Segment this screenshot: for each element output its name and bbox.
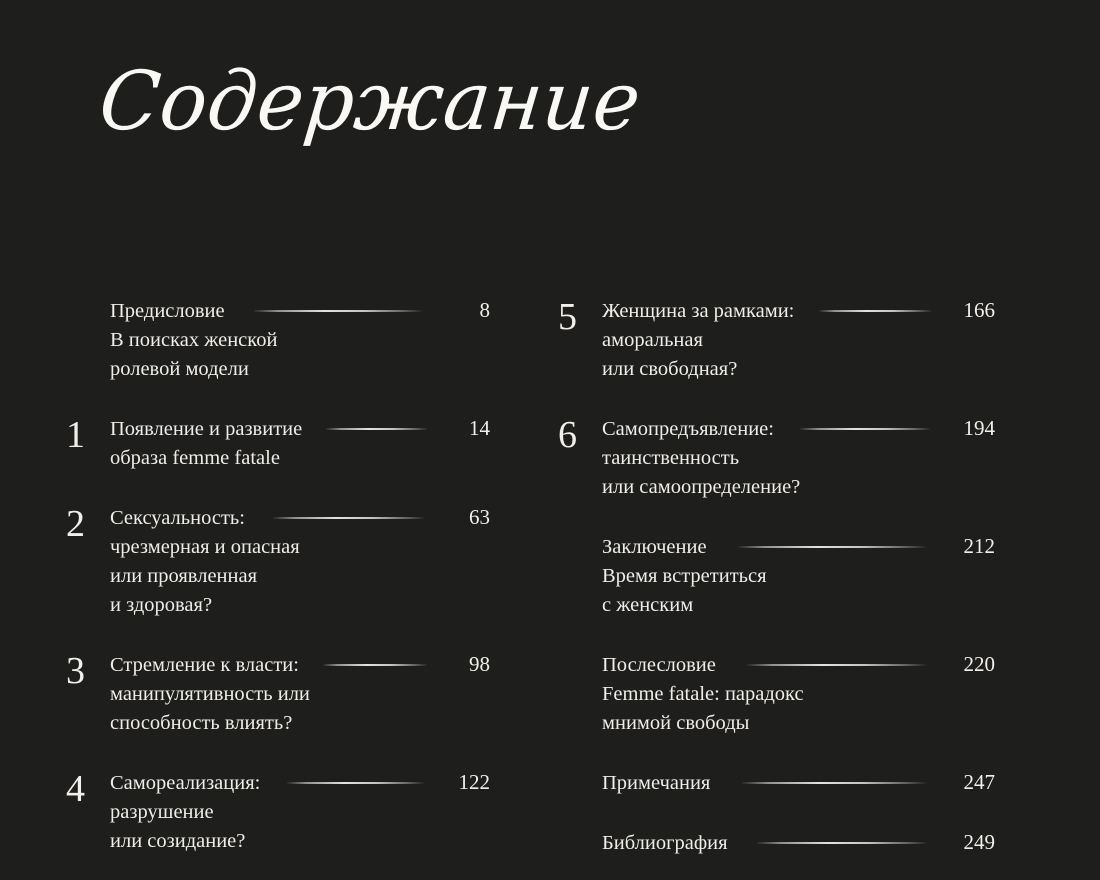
toc-entry[interactable] xyxy=(66,768,490,856)
leader-rule xyxy=(721,546,939,547)
chapter-number: 5 xyxy=(558,296,577,338)
toc-entry[interactable] xyxy=(66,503,490,620)
page-number: 220 xyxy=(963,652,995,676)
entry-title: Послесловие xyxy=(602,654,716,676)
leader-rule xyxy=(239,310,434,311)
page-number: 63 xyxy=(469,505,490,529)
entry-body xyxy=(110,296,490,384)
toc-entry[interactable] xyxy=(558,414,995,502)
entry-line: разрушение xyxy=(110,801,214,823)
entry-line: мнимой свободы xyxy=(602,712,750,734)
entry-body xyxy=(110,768,490,856)
entry-line: или свободная? xyxy=(602,358,738,380)
leader-rule xyxy=(742,842,939,843)
entry-title: Самореализация: xyxy=(110,772,261,794)
entry-subtitle-lines xyxy=(602,562,995,620)
toc-entry[interactable] xyxy=(558,296,995,384)
entry-line: В поисках женской xyxy=(110,329,278,351)
leader-rule xyxy=(259,517,434,518)
entry-first-line xyxy=(110,650,490,680)
toc-entry[interactable] xyxy=(558,768,995,798)
chapter-number: 6 xyxy=(558,414,577,456)
italic-term: femme fatale xyxy=(172,447,280,469)
toc-entry[interactable] xyxy=(66,296,490,384)
entry-title: Сексуальность: xyxy=(110,507,245,529)
toc-column-right xyxy=(558,296,995,858)
leader-rule xyxy=(788,428,939,429)
entry-subtitle-lines xyxy=(602,444,995,502)
page-number: 247 xyxy=(963,770,995,794)
entry-title: Заключение xyxy=(602,536,707,558)
entry-line: ролевой модели xyxy=(110,358,249,380)
entry-body xyxy=(110,650,490,738)
entry-subtitle-lines xyxy=(110,680,490,738)
entry-line: манипулятивность или xyxy=(110,683,310,705)
toc-entry[interactable] xyxy=(558,650,995,738)
entry-first-line xyxy=(602,828,995,858)
chapter-number: 2 xyxy=(66,503,85,545)
page-title: Содержание xyxy=(95,55,646,149)
entry-title: Появление и развитие xyxy=(110,418,303,440)
entry-line: Femme fatale: парадокс xyxy=(602,683,804,705)
entry-body xyxy=(602,650,995,738)
entry-subtitle-lines xyxy=(602,326,995,384)
entry-body xyxy=(602,828,995,858)
page-number: 194 xyxy=(963,416,995,440)
chapter-number: 1 xyxy=(66,414,85,456)
page-number: 212 xyxy=(963,534,995,558)
entry-line: или созидание? xyxy=(110,830,246,852)
entry-first-line xyxy=(110,296,490,326)
entry-body xyxy=(602,414,995,502)
entry-body xyxy=(110,414,490,473)
page-number: 122 xyxy=(458,770,490,794)
entry-first-line xyxy=(110,768,490,798)
entry-first-line xyxy=(602,650,995,680)
toc-entry[interactable] xyxy=(66,650,490,738)
entry-subtitle-lines xyxy=(110,444,490,473)
entry-line: чрезмерная и опасная xyxy=(110,536,300,558)
toc-entry[interactable] xyxy=(558,532,995,620)
entry-first-line xyxy=(602,768,995,798)
toc-column-left xyxy=(66,296,490,856)
table-of-contents xyxy=(0,296,1100,858)
entry-line: или самоопределение? xyxy=(602,476,801,498)
entry-title: Самопредъявление: xyxy=(602,418,774,440)
toc-entry[interactable] xyxy=(66,414,490,473)
entry-first-line xyxy=(602,296,995,326)
toc-entry[interactable] xyxy=(558,828,995,858)
entry-body xyxy=(602,532,995,620)
entry-first-line xyxy=(110,414,490,444)
entry-subtitle-lines xyxy=(602,680,995,738)
entry-title: Предисловие xyxy=(110,300,225,322)
entry-line: и здоровая? xyxy=(110,594,213,616)
entry-first-line xyxy=(602,532,995,562)
page-number: 8 xyxy=(479,298,490,322)
leader-rule xyxy=(808,310,939,311)
entry-first-line xyxy=(110,503,490,533)
page-number: 166 xyxy=(963,298,995,322)
entry-line: с женским xyxy=(602,594,694,616)
entry-title: Библиография xyxy=(602,832,728,854)
leader-rule xyxy=(313,664,434,665)
entry-body xyxy=(602,296,995,384)
leader-rule xyxy=(730,664,939,665)
page-number: 249 xyxy=(963,830,995,854)
chapter-number: 3 xyxy=(66,650,85,692)
entry-line: способность влиять? xyxy=(110,712,293,734)
leader-rule xyxy=(724,782,939,783)
page-number: 14 xyxy=(469,416,490,440)
entry-line: образа femme fatale xyxy=(110,447,280,469)
entry-line: или проявленная xyxy=(110,565,258,587)
page-number: 98 xyxy=(469,652,490,676)
entry-subtitle-lines xyxy=(110,798,490,856)
entry-title: Стремление к власти: xyxy=(110,654,299,676)
entry-title: Примечания xyxy=(602,772,711,794)
entry-body xyxy=(602,768,995,798)
entry-first-line xyxy=(602,414,995,444)
entry-subtitle-lines xyxy=(110,533,490,620)
entry-line: аморальная xyxy=(602,329,703,351)
italic-term: Femme fatale xyxy=(602,683,715,705)
entry-subtitle-lines xyxy=(110,326,490,384)
entry-line: таинственность xyxy=(602,447,740,469)
leader-rule xyxy=(316,428,434,429)
entry-title: Женщина за рамками: xyxy=(602,300,795,322)
chapter-number: 4 xyxy=(66,768,85,810)
entry-line: Время встретиться xyxy=(602,565,767,587)
entry-body xyxy=(110,503,490,620)
leader-rule xyxy=(274,782,434,783)
